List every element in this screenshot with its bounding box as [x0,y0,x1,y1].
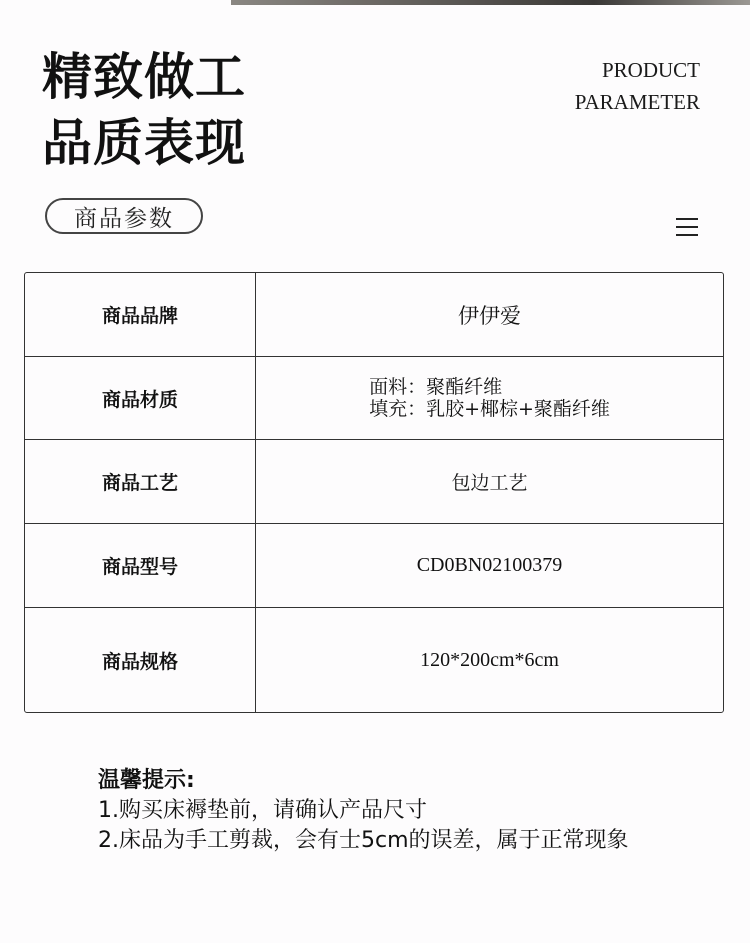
craft-label: 商品工艺 [25,440,256,523]
menu-bar-bottom [676,234,698,236]
material-fabric: 面料：聚酯纤维 [369,376,503,398]
hamburger-menu-icon[interactable] [676,218,698,236]
product-photo-strip [231,0,750,5]
section-pill: 商品参数 [45,198,203,234]
menu-bar-top [676,218,698,220]
size-value: 120*200cm*6cm [420,648,559,671]
size-label: 商品规格 [25,608,256,712]
material-filling: 填充：乳胶+椰棕+聚酯纤维 [369,398,610,420]
tip-item-1: 1.购买床褥垫前，请确认产品尺寸 [98,798,427,823]
table-row-craft [25,440,723,524]
english-subtitle-line-1: PRODUCT [601,58,700,82]
model-value: CD0BN02100379 [416,554,563,576]
table-row-size [25,608,723,712]
craft-value: 包边工艺 [451,472,528,494]
tip-item-2: 2.床品为手工剪裁，会有士5cm的误差，属于正常现象 [98,828,629,853]
brand-value: 伊伊爱 [458,303,521,328]
table-row-material [25,357,723,440]
model-label: 商品型号 [25,524,256,607]
tips-title: 温馨提示: [98,768,195,793]
tips-section [98,766,629,856]
parameter-table [24,272,724,713]
brand-label: 商品品牌 [25,273,256,356]
material-label: 商品材质 [25,357,256,439]
headline-line-1: 精致做工 [42,47,246,106]
english-subtitle [575,54,700,118]
english-subtitle-line-2: PARAMETER [574,90,700,114]
table-row-model [25,524,723,608]
headline-line-2: 品质表现 [42,113,246,172]
table-row-brand [25,273,723,357]
page-headline [42,44,246,176]
menu-bar-middle [676,226,698,228]
material-value [256,357,723,439]
